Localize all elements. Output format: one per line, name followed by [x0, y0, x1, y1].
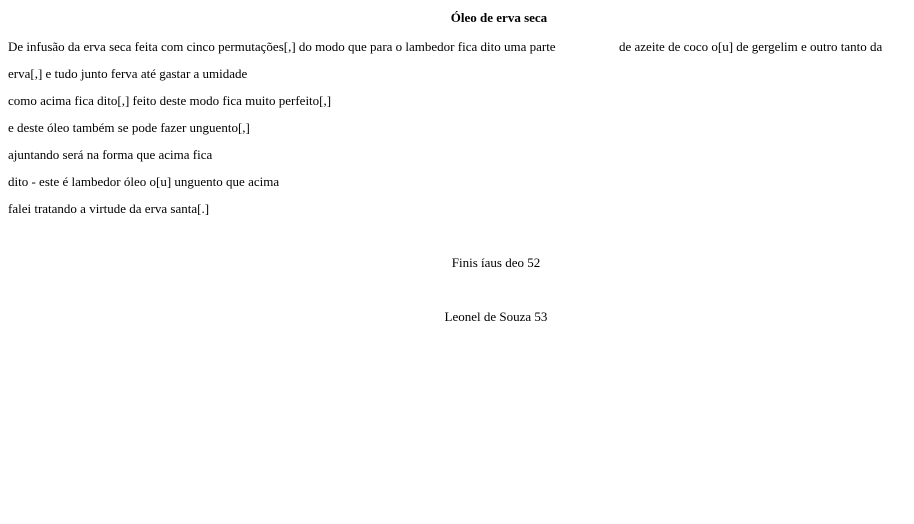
- body-line-2: erva[,] e tudo junto ferva até gastar a umidade: [8, 66, 248, 81]
- body-line-3: como acima fica dito[,] feito deste modo fica muito perfeito[,]: [8, 93, 332, 108]
- signature-line: Leonel de Souza 53: [444, 309, 548, 324]
- body-line-5: ajuntando será na forma que acima fica: [8, 147, 213, 162]
- document-title: Óleo de erva seca: [450, 10, 548, 25]
- body-line-1: De infusão da erva seca feita com cinco permutações[,] do modo que para o lambedor fica dito uma parte: [8, 39, 556, 54]
- body-line-7: falei tratando a virtude da erva santa[.]: [8, 201, 210, 216]
- body-line-1-continuation: de azeite de coco o[u] de gergelim e outro tanto da: [619, 39, 883, 54]
- finis-line: Finis íaus deo 52: [451, 255, 541, 270]
- body-line-6: dito - este é lambedor óleo o[u] unguento que acima: [8, 174, 280, 189]
- body-line-4: e deste óleo também se pode fazer unguento[,]: [8, 120, 250, 135]
